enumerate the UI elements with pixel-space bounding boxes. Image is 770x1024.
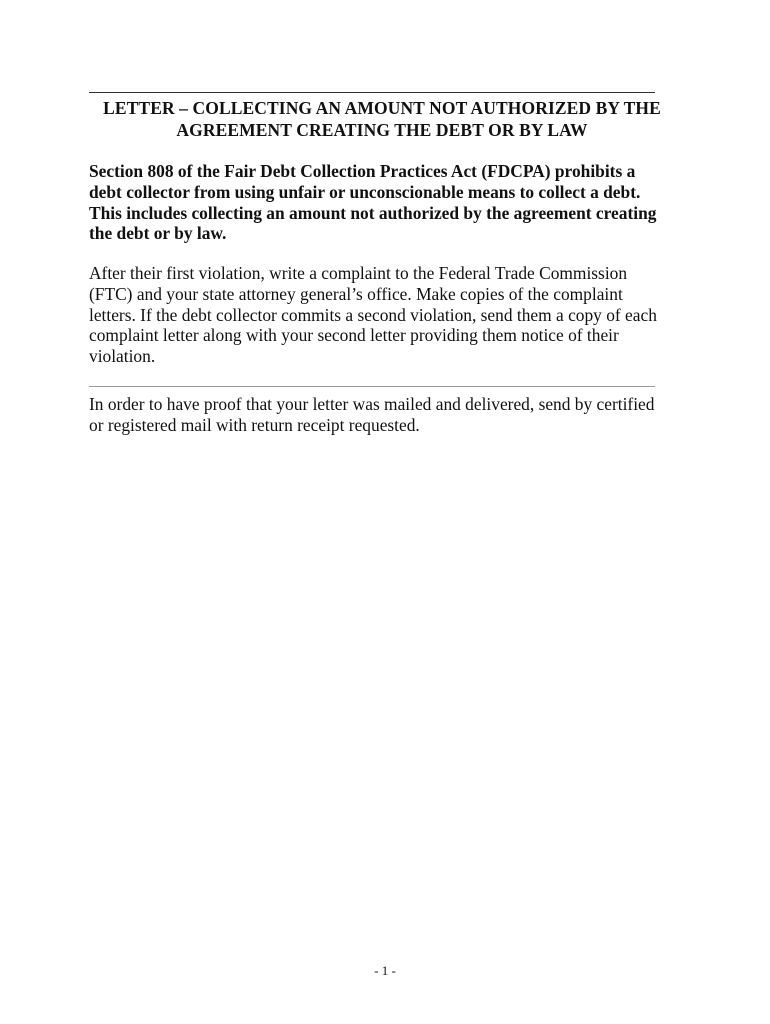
page-number: - 1 -	[374, 963, 396, 978]
mailing-line: In order to have proof that your letter was mailed and delivered, send by certified	[89, 394, 655, 414]
title-line: LETTER – COLLECTING AN AMOUNT NOT AUTHORIZED BY THE	[103, 98, 661, 118]
mailing-line: or registered mail with return receipt requested.	[89, 414, 420, 435]
instructions-paragraph	[89, 263, 679, 367]
instructions-line: complaint letter along with your second letter providing them notice of their	[89, 325, 619, 346]
intro-paragraph	[89, 161, 679, 244]
intro-line: Section 808 of the Fair Debt Collection Practices Act (FDCPA) prohibits a	[89, 161, 636, 181]
instructions-line: (FTC) and your state attorney general’s office. Make copies of the complaint	[89, 283, 623, 304]
section-divider	[89, 386, 655, 387]
title-line: AGREEMENT CREATING THE DEBT OR BY LAW	[176, 120, 588, 140]
instructions-line: letters. If the debt collector commits a second violation, send them a copy of each	[89, 304, 657, 325]
top-divider	[89, 92, 655, 93]
mailing-paragraph	[89, 394, 679, 436]
intro-line: the debt or by law.	[89, 223, 227, 244]
instructions-line: After their first violation, write a complaint to the Federal Trade Commission	[89, 263, 628, 283]
intro-line: debt collector from using unfair or unconscionable means to collect a debt.	[89, 181, 641, 202]
document-title	[89, 97, 675, 141]
intro-line: This includes collecting an amount not authorized by the agreement creating	[89, 202, 657, 223]
instructions-line: violation.	[89, 346, 156, 367]
